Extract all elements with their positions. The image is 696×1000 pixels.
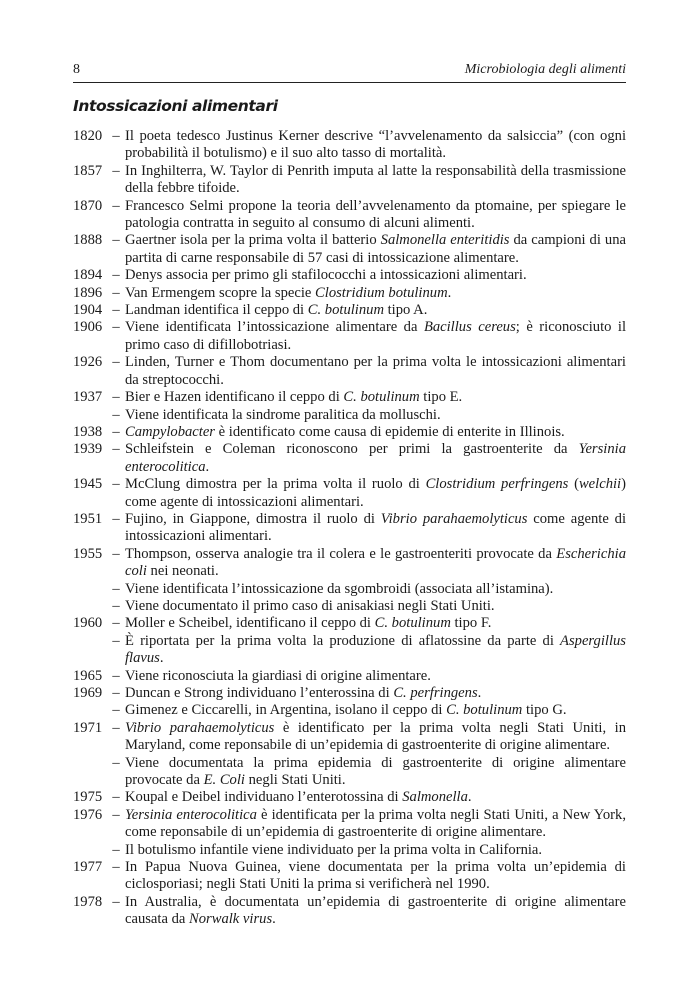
entry-dash: –	[112, 667, 120, 684]
entry-dash: –	[112, 806, 120, 823]
timeline-entry	[73, 302, 626, 319]
entry-dash: –	[112, 545, 120, 562]
entry-dash: –	[112, 319, 120, 336]
entry-year: 1939	[73, 441, 103, 458]
timeline-entry	[73, 267, 626, 284]
text-segment: Gaertner isola per la prima volta il batterio	[125, 232, 381, 249]
species-name: C. botulinum	[374, 615, 451, 632]
text-segment: .	[272, 911, 276, 928]
entry-year: 1906	[73, 319, 103, 336]
text-segment: Bier e Hazen identificano il ceppo di	[125, 389, 344, 406]
entry-text	[125, 894, 626, 929]
entry-year: 1969	[73, 685, 103, 701]
entry-text	[125, 302, 626, 319]
text-segment: tipo E.	[419, 389, 463, 406]
entry-year: 1894	[73, 267, 103, 284]
species-name: Yersinia enterocolitica	[125, 806, 257, 823]
text-segment: Francesco Selmi propone la teoria dell’avvelenamento da ptomaine, per spiegare le patologia contratta in seguito al consumo di alcuni alimenti.	[125, 197, 626, 232]
entry-year: 1857	[73, 162, 103, 179]
timeline-list	[73, 128, 626, 929]
entry-year: 1977	[73, 859, 103, 876]
species-name: Norwalk virus	[189, 911, 273, 928]
section-title: Intossicazioni alimentari	[73, 97, 278, 115]
entry-year: 1955	[73, 545, 103, 562]
timeline-entry	[73, 354, 626, 389]
timeline-entry	[73, 668, 626, 685]
species-name: Aspergillus flavus	[125, 632, 626, 667]
text-segment: Thompson, osserva analogie tra il colera e le gastroenteriti provocate da	[125, 545, 557, 562]
entry-text	[125, 424, 626, 441]
entry-dash: –	[112, 197, 120, 214]
timeline-entry	[73, 581, 626, 598]
entry-dash: –	[112, 685, 120, 701]
entry-text	[125, 476, 626, 511]
text-segment: tipo A.	[383, 302, 428, 319]
entry-text	[125, 633, 626, 668]
entry-year: 1975	[73, 789, 103, 806]
text-segment: è identificata per la prima volta negli Stati Uniti, a New York, come reponsabile di un’epidemia di gastroenterite di origine alimentare.	[125, 806, 626, 841]
text-segment: Il poeta tedesco Justinus Kerner descrive “l’avvelenamento da salsiccia” (con ogni probabilità il botulismo) e il suo alto tasso di mortalità.	[125, 128, 626, 162]
entry-year: 1945	[73, 476, 103, 493]
species-name: welchii	[578, 476, 622, 493]
entry-dash: –	[112, 615, 120, 632]
text-segment: Landman identifica il ceppo di	[125, 302, 308, 319]
timeline-entry	[73, 476, 626, 511]
timeline-entry	[73, 894, 626, 929]
species-name: Clostridium botulinum	[315, 284, 448, 301]
entry-text	[125, 615, 626, 632]
entry-dash: –	[112, 389, 120, 406]
species-name: Yersinia enterocolitica	[125, 441, 626, 475]
species-name: C. perfringens	[393, 685, 478, 701]
text-segment: come agente di intossicazioni alimentari.	[125, 510, 626, 545]
timeline-entry	[73, 842, 626, 859]
species-name: C. botulinum	[343, 389, 420, 406]
text-segment: tipo G.	[522, 702, 567, 719]
timeline-entry	[73, 198, 626, 233]
text-segment: Viene documentata la prima epidemia di gastroenterite di origine alimentare provocate da	[125, 754, 626, 789]
entry-year: 1888	[73, 232, 103, 249]
entry-year: 1976	[73, 806, 103, 823]
text-segment: nei neonati.	[146, 563, 219, 580]
entry-year: 1820	[73, 128, 103, 144]
text-segment: ; è riconosciuto il primo caso di difillobotriasi.	[125, 319, 627, 353]
entry-year: 1978	[73, 893, 103, 910]
text-segment: Viene identificata l’intossicazione da sgombroidi (associata all’istamina).	[125, 580, 554, 597]
species-name: Campylobacter	[125, 423, 215, 440]
text-segment: .	[159, 650, 164, 667]
timeline-entry	[73, 389, 626, 406]
text-segment: In Papua Nuova Guinea, viene documentata per la prima volta un’epidemia di ciclosporiasi; negli Stati Uniti la prima si verificherà nel 1990.	[125, 859, 626, 893]
entry-year: 1971	[73, 719, 103, 736]
entry-dash: –	[112, 719, 120, 736]
timeline-entry	[73, 615, 626, 632]
entry-dash: –	[112, 441, 120, 458]
timeline-entry	[73, 755, 626, 790]
entry-year: 1960	[73, 615, 103, 632]
entry-dash: –	[112, 302, 120, 319]
entry-text	[125, 511, 626, 546]
text-segment: Denys associa per primo gli stafilococchi a intossicazioni alimentari.	[125, 267, 527, 284]
text-segment: Viene identificata la sindrome paralitica da molluschi.	[125, 406, 441, 423]
timeline-entry	[73, 232, 626, 267]
entry-text	[125, 198, 626, 233]
entry-dash: –	[112, 267, 120, 284]
species-name: Bacillus cereus	[423, 319, 516, 336]
entry-dash: –	[112, 893, 120, 910]
entry-text	[125, 407, 626, 424]
entry-dash: –	[112, 354, 120, 371]
entry-text	[125, 389, 626, 406]
entry-dash: –	[112, 476, 120, 493]
species-name: Escherichia coli	[125, 545, 626, 580]
entry-year: 1937	[73, 389, 103, 406]
text-segment: Van Ermengem scopre la specie	[125, 284, 316, 301]
timeline-entry	[73, 685, 626, 702]
running-title: Microbiologia degli alimenti	[464, 62, 626, 77]
text-segment: McClung dimostra per la prima volta il ruolo di	[125, 476, 426, 493]
text-segment: Fujino, in Giappone, dimostra il ruolo di	[125, 510, 381, 527]
entry-text	[125, 128, 626, 163]
timeline-entry	[73, 633, 626, 668]
entry-text	[125, 546, 626, 581]
timeline-entry	[73, 511, 626, 546]
species-name: C. botulinum	[446, 702, 523, 719]
entry-text	[125, 685, 626, 702]
entry-text	[125, 789, 626, 806]
text-segment: Viene riconosciuta la giardiasi di origine alimentare.	[125, 667, 431, 684]
entry-dash: –	[112, 841, 120, 858]
timeline-entry	[73, 546, 626, 581]
timeline-entry	[73, 441, 626, 476]
timeline-entry	[73, 720, 626, 755]
entry-dash: –	[112, 162, 120, 179]
entry-text	[125, 354, 626, 389]
text-segment: Viene documentato il primo caso di anisakiasi negli Stati Uniti.	[125, 597, 495, 614]
entry-year: 1870	[73, 197, 103, 214]
species-name: Salmonella enteritidis	[380, 232, 510, 249]
timeline-entry	[73, 407, 626, 424]
entry-text	[125, 581, 626, 598]
entry-year: 1926	[73, 354, 103, 371]
entry-text	[125, 267, 626, 284]
timeline-entry	[73, 424, 626, 441]
text-segment: In Inghilterra, W. Taylor di Penrith imputa al latte la responsabilità della trasmissione della febbre tifoide.	[125, 162, 626, 197]
entry-text	[125, 319, 626, 354]
entry-text	[125, 163, 626, 198]
species-name: Clostridium perfringens	[425, 476, 569, 493]
entry-text	[125, 720, 626, 755]
text-segment: Koupal e Deibel individuano l’enterotossina di	[125, 789, 403, 806]
text-segment: In Australia, è documentata un’epidemia di gastroenterite di origine alimentare causata da	[125, 893, 626, 928]
text-segment: Schleifstein e Coleman riconoscono per primi la gastroenterite da	[125, 441, 579, 458]
entry-dash: –	[112, 597, 120, 614]
entry-dash: –	[112, 580, 120, 597]
text-segment: (	[568, 476, 579, 493]
entry-text	[125, 842, 626, 859]
timeline-entry	[73, 598, 626, 615]
entry-dash: –	[112, 128, 120, 144]
text-segment: da campioni di una partita di carne responsabile di 57 casi di intossicazione alimentare.	[125, 232, 626, 266]
entry-dash: –	[112, 702, 120, 719]
entry-text	[125, 755, 626, 790]
entry-text	[125, 441, 626, 476]
entry-dash: –	[112, 632, 120, 649]
text-segment: Il botulismo infantile viene individuato per la prima volta in California.	[125, 841, 543, 858]
text-segment: Gimenez e Ciccarelli, in Argentina, isolano il ceppo di	[125, 702, 447, 719]
entry-text	[125, 232, 626, 267]
timeline-entry	[73, 319, 626, 354]
entry-text	[125, 807, 626, 842]
entry-year: 1896	[73, 284, 103, 301]
entry-text	[125, 702, 626, 719]
text-segment: .	[205, 458, 210, 475]
entry-year: 1951	[73, 510, 103, 527]
text-segment: Duncan e Strong individuano l’enterossina di	[125, 685, 394, 701]
entry-dash: –	[112, 754, 120, 771]
text-segment: Viene identificata l’intossicazione alimentare da	[125, 319, 424, 336]
text-segment: è identificato come causa di epidemie di enterite in Illinois.	[214, 423, 565, 440]
entry-dash: –	[112, 423, 120, 440]
entry-dash: –	[112, 284, 120, 301]
entry-dash: –	[112, 510, 120, 527]
text-segment: .	[447, 284, 452, 301]
entry-text	[125, 285, 626, 302]
text-segment: Moller e Scheibel, identificano il ceppo di	[125, 615, 375, 632]
text-segment: È riportata per la prima volta la produzione di aflatossine da parte di	[125, 632, 561, 649]
entry-dash: –	[112, 859, 120, 876]
text-segment: .	[467, 789, 472, 806]
text-segment: ) come agente di intossicazioni alimentari.	[125, 476, 626, 510]
entry-dash: –	[112, 232, 120, 249]
text-segment: Linden, Turner e Thom documentano per la prima volta le intossicazioni alimentari da streptococchi.	[125, 354, 626, 388]
text-segment: tipo F.	[450, 615, 492, 632]
timeline-entry	[73, 702, 626, 719]
text-segment: è identificato per la prima volta negli Stati Uniti, in Maryland, come reponsabile di un’epidemia di gastroenterite di origine alimentare.	[125, 719, 626, 754]
entry-dash: –	[112, 406, 120, 423]
timeline-entry	[73, 859, 626, 894]
page-number: 8	[73, 62, 80, 77]
entry-year: 1938	[73, 423, 103, 440]
text-segment: negli Stati Uniti.	[244, 772, 346, 789]
timeline-entry	[73, 285, 626, 302]
timeline-entry	[73, 163, 626, 198]
entry-text	[125, 859, 626, 894]
page-header	[73, 62, 626, 83]
entry-dash: –	[112, 789, 120, 806]
entry-year: 1904	[73, 302, 103, 319]
text-segment: .	[477, 685, 482, 701]
species-name: E. Coli	[203, 772, 245, 789]
entry-text	[125, 668, 626, 685]
timeline-entry	[73, 128, 626, 163]
entry-year: 1965	[73, 667, 103, 684]
entry-text	[125, 598, 626, 615]
species-name: Salmonella	[402, 789, 468, 806]
species-name: Vibrio parahaemolyticus	[125, 719, 275, 736]
timeline-entry	[73, 807, 626, 842]
species-name: C. botulinum	[307, 302, 384, 319]
timeline-entry	[73, 789, 626, 806]
species-name: Vibrio parahaemolyticus	[380, 510, 528, 527]
